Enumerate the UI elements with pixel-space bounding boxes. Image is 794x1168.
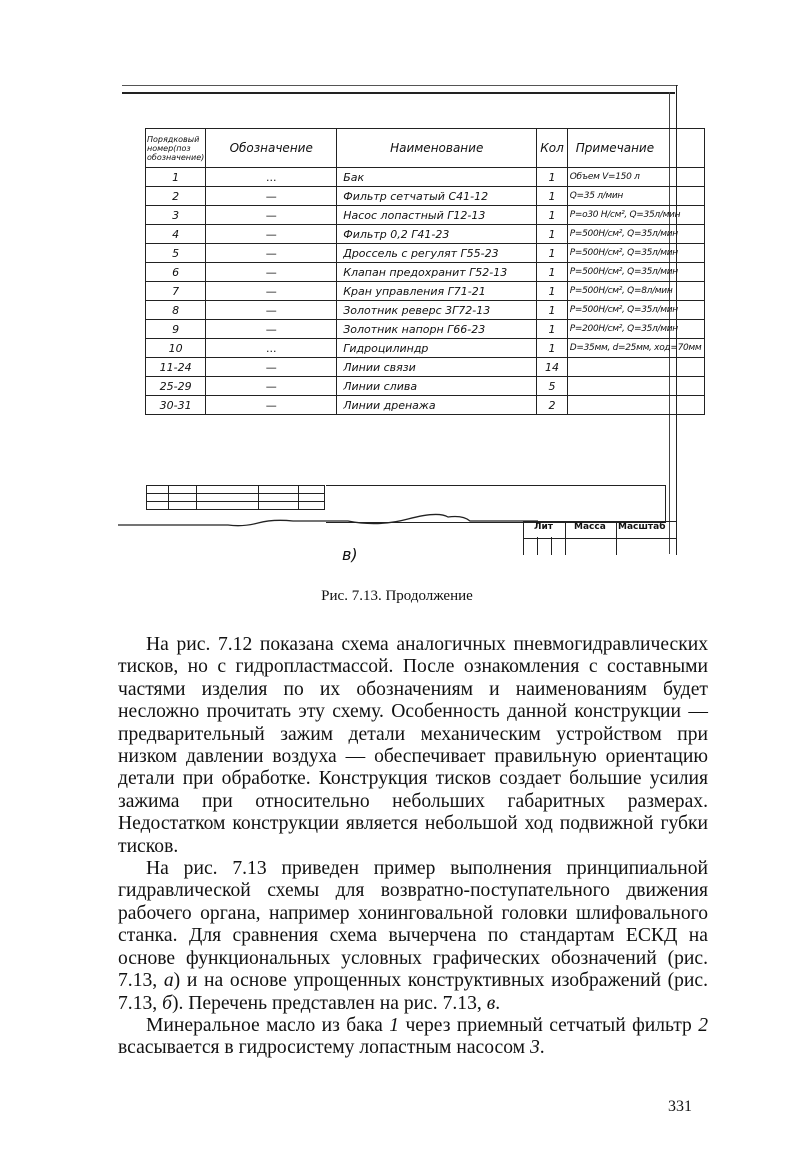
cell-note: P=500Н/см², Q=35л/мин xyxy=(567,244,705,263)
table-row xyxy=(146,187,705,206)
cell-quantity: 1 xyxy=(537,206,568,225)
cell-designation: ... xyxy=(206,339,337,358)
cell-note xyxy=(567,396,705,415)
cell-position: 1 xyxy=(146,168,206,187)
cell-position: 30-31 xyxy=(146,396,206,415)
table-row xyxy=(146,168,705,187)
title-block-divider xyxy=(551,537,552,555)
cell-position: 8 xyxy=(146,301,206,320)
cell-note: P=500Н/см², Q=8л/мин xyxy=(567,282,705,301)
cell-quantity: 1 xyxy=(537,187,568,206)
header-note: Примечание xyxy=(567,129,705,168)
title-block-lit-label: Лит xyxy=(534,522,553,532)
cell-position: 10 xyxy=(146,339,206,358)
cell-designation: — xyxy=(206,263,337,282)
cell-quantity: 5 xyxy=(537,377,568,396)
table-row xyxy=(146,263,705,282)
cell-quantity: 1 xyxy=(537,282,568,301)
cell-designation: — xyxy=(206,225,337,244)
table-row xyxy=(146,377,705,396)
table-row xyxy=(146,225,705,244)
body-text xyxy=(118,634,708,1060)
cell-designation: — xyxy=(206,301,337,320)
title-block-scale-label: Масштаб xyxy=(618,522,666,532)
cell-position: 11-24 xyxy=(146,358,206,377)
cell-position: 7 xyxy=(146,282,206,301)
cell-note: P=200Н/см², Q=35л/мин xyxy=(567,320,705,339)
cell-quantity: 1 xyxy=(537,263,568,282)
cell-name: Гидроцилиндр xyxy=(337,339,537,358)
header-name: Наименование xyxy=(337,129,537,168)
cell-designation: — xyxy=(206,358,337,377)
cell-quantity: 2 xyxy=(537,396,568,415)
cell-position: 5 xyxy=(146,244,206,263)
break-line xyxy=(118,505,538,535)
paragraph-2: На рис. 7.13 приведен пример выполнения принципиальной гидравлической схемы для возвратно-поступательного движения рабочего органа, например хонинговальной головки шлифовального станка. Для сравнения схема вычерчена по стандартам ЕСКД на основе функциональных условных графических обозначений (рис. 7.13, а) и на основе упрощенных конструктивных изображений (рис. 7.13, б). Перечень представлен на рис. 7.13, в. xyxy=(118,858,709,1014)
cell-quantity: 1 xyxy=(537,244,568,263)
sheet-frame-line xyxy=(122,85,678,86)
cell-quantity: 1 xyxy=(537,339,568,358)
cell-designation: — xyxy=(206,187,337,206)
table-row xyxy=(146,282,705,301)
cell-designation: — xyxy=(206,206,337,225)
table-row xyxy=(146,301,705,320)
paragraph-3: Минеральное масло из бака 1 через приемный сетчатый фильтр 2 всасывается в гидросистему лопастным насосом 3. xyxy=(118,1014,708,1059)
cell-name: Фильтр 0,2 Г41-23 xyxy=(337,225,537,244)
cell-name: Линии дренажа xyxy=(337,396,537,415)
cell-note: P=500Н/см², Q=35л/мин xyxy=(567,301,705,320)
cell-name: Фильтр сетчатый С41-12 xyxy=(337,187,537,206)
cell-note xyxy=(567,377,705,396)
cell-name: Бак xyxy=(337,168,537,187)
cell-note xyxy=(567,358,705,377)
page-number: 331 xyxy=(668,1098,692,1115)
cell-quantity: 1 xyxy=(537,301,568,320)
table-row xyxy=(146,206,705,225)
cell-position: 9 xyxy=(146,320,206,339)
cell-quantity: 1 xyxy=(537,168,568,187)
cell-designation: — xyxy=(206,282,337,301)
figure-caption: Рис. 7.13. Продолжение xyxy=(321,588,473,604)
header-quantity: Кол xyxy=(537,129,568,168)
figure-letter: в) xyxy=(342,545,358,564)
title-block-mass-label: Масса xyxy=(574,522,606,532)
cell-designation: ... xyxy=(206,168,337,187)
cell-name: Клапан предохранит Г52-13 xyxy=(337,263,537,282)
cell-note: P=500Н/см², Q=35л/мин xyxy=(567,225,705,244)
header-position: Порядковый номер(поз обозначение) xyxy=(146,129,206,168)
cell-position: 3 xyxy=(146,206,206,225)
table-row xyxy=(146,396,705,415)
cell-designation: — xyxy=(206,320,337,339)
parts-list-table xyxy=(145,128,705,415)
table-row xyxy=(146,244,705,263)
header-designation: Обозначение xyxy=(206,129,337,168)
cell-position: 6 xyxy=(146,263,206,282)
cell-designation: — xyxy=(206,377,337,396)
cell-name: Насос лопастный Г12-13 xyxy=(337,206,537,225)
cell-designation: — xyxy=(206,396,337,415)
cell-name: Линии слива xyxy=(337,377,537,396)
cell-note: D=35мм, d=25мм, ход=70мм xyxy=(567,339,705,358)
cell-name: Золотник реверс 3Г72-13 xyxy=(337,301,537,320)
title-block-divider xyxy=(565,521,566,555)
sheet-frame-top xyxy=(122,92,675,94)
table-row xyxy=(146,339,705,358)
cell-name: Линии связи xyxy=(337,358,537,377)
cell-note: P=o30 Н/см², Q=35л/мин xyxy=(567,206,705,225)
title-block-divider xyxy=(616,521,617,555)
cell-name: Кран управления Г71-21 xyxy=(337,282,537,301)
cell-quantity: 1 xyxy=(537,225,568,244)
paragraph-1: На рис. 7.12 показана схема аналогичных пневмогидравлических тисков, но с гидропластмассой. После ознакомления с составными частями изделия по их обозначениям и наименованиям будет несложно прочитать эту схему. Особенность данной конструкции — предварительный зажим детали механическим устройством при низком давлении воздуха — обеспечивает правильную ориентацию детали при обработке. Конструкция тисков создает большие усилия зажима при относительно небольших габаритных размерах. Недостатком конструкции является небольшой ход подвижной губки тисков. xyxy=(118,634,708,857)
cell-position: 25-29 xyxy=(146,377,206,396)
cell-quantity: 14 xyxy=(537,358,568,377)
cell-name: Золотник напорн Г66-23 xyxy=(337,320,537,339)
title-block-divider xyxy=(537,537,538,555)
table-row xyxy=(146,320,705,339)
cell-name: Дроссель с регулят Г55-23 xyxy=(337,244,537,263)
cell-note: P=500Н/см², Q=35л/мин xyxy=(567,263,705,282)
table-row xyxy=(146,358,705,377)
cell-position: 4 xyxy=(146,225,206,244)
cell-note: Q=35 л/мин xyxy=(567,187,705,206)
cell-position: 2 xyxy=(146,187,206,206)
cell-designation: — xyxy=(206,244,337,263)
cell-note: Объем V=150 л xyxy=(567,168,705,187)
cell-quantity: 1 xyxy=(537,320,568,339)
table-header-row xyxy=(146,129,705,168)
